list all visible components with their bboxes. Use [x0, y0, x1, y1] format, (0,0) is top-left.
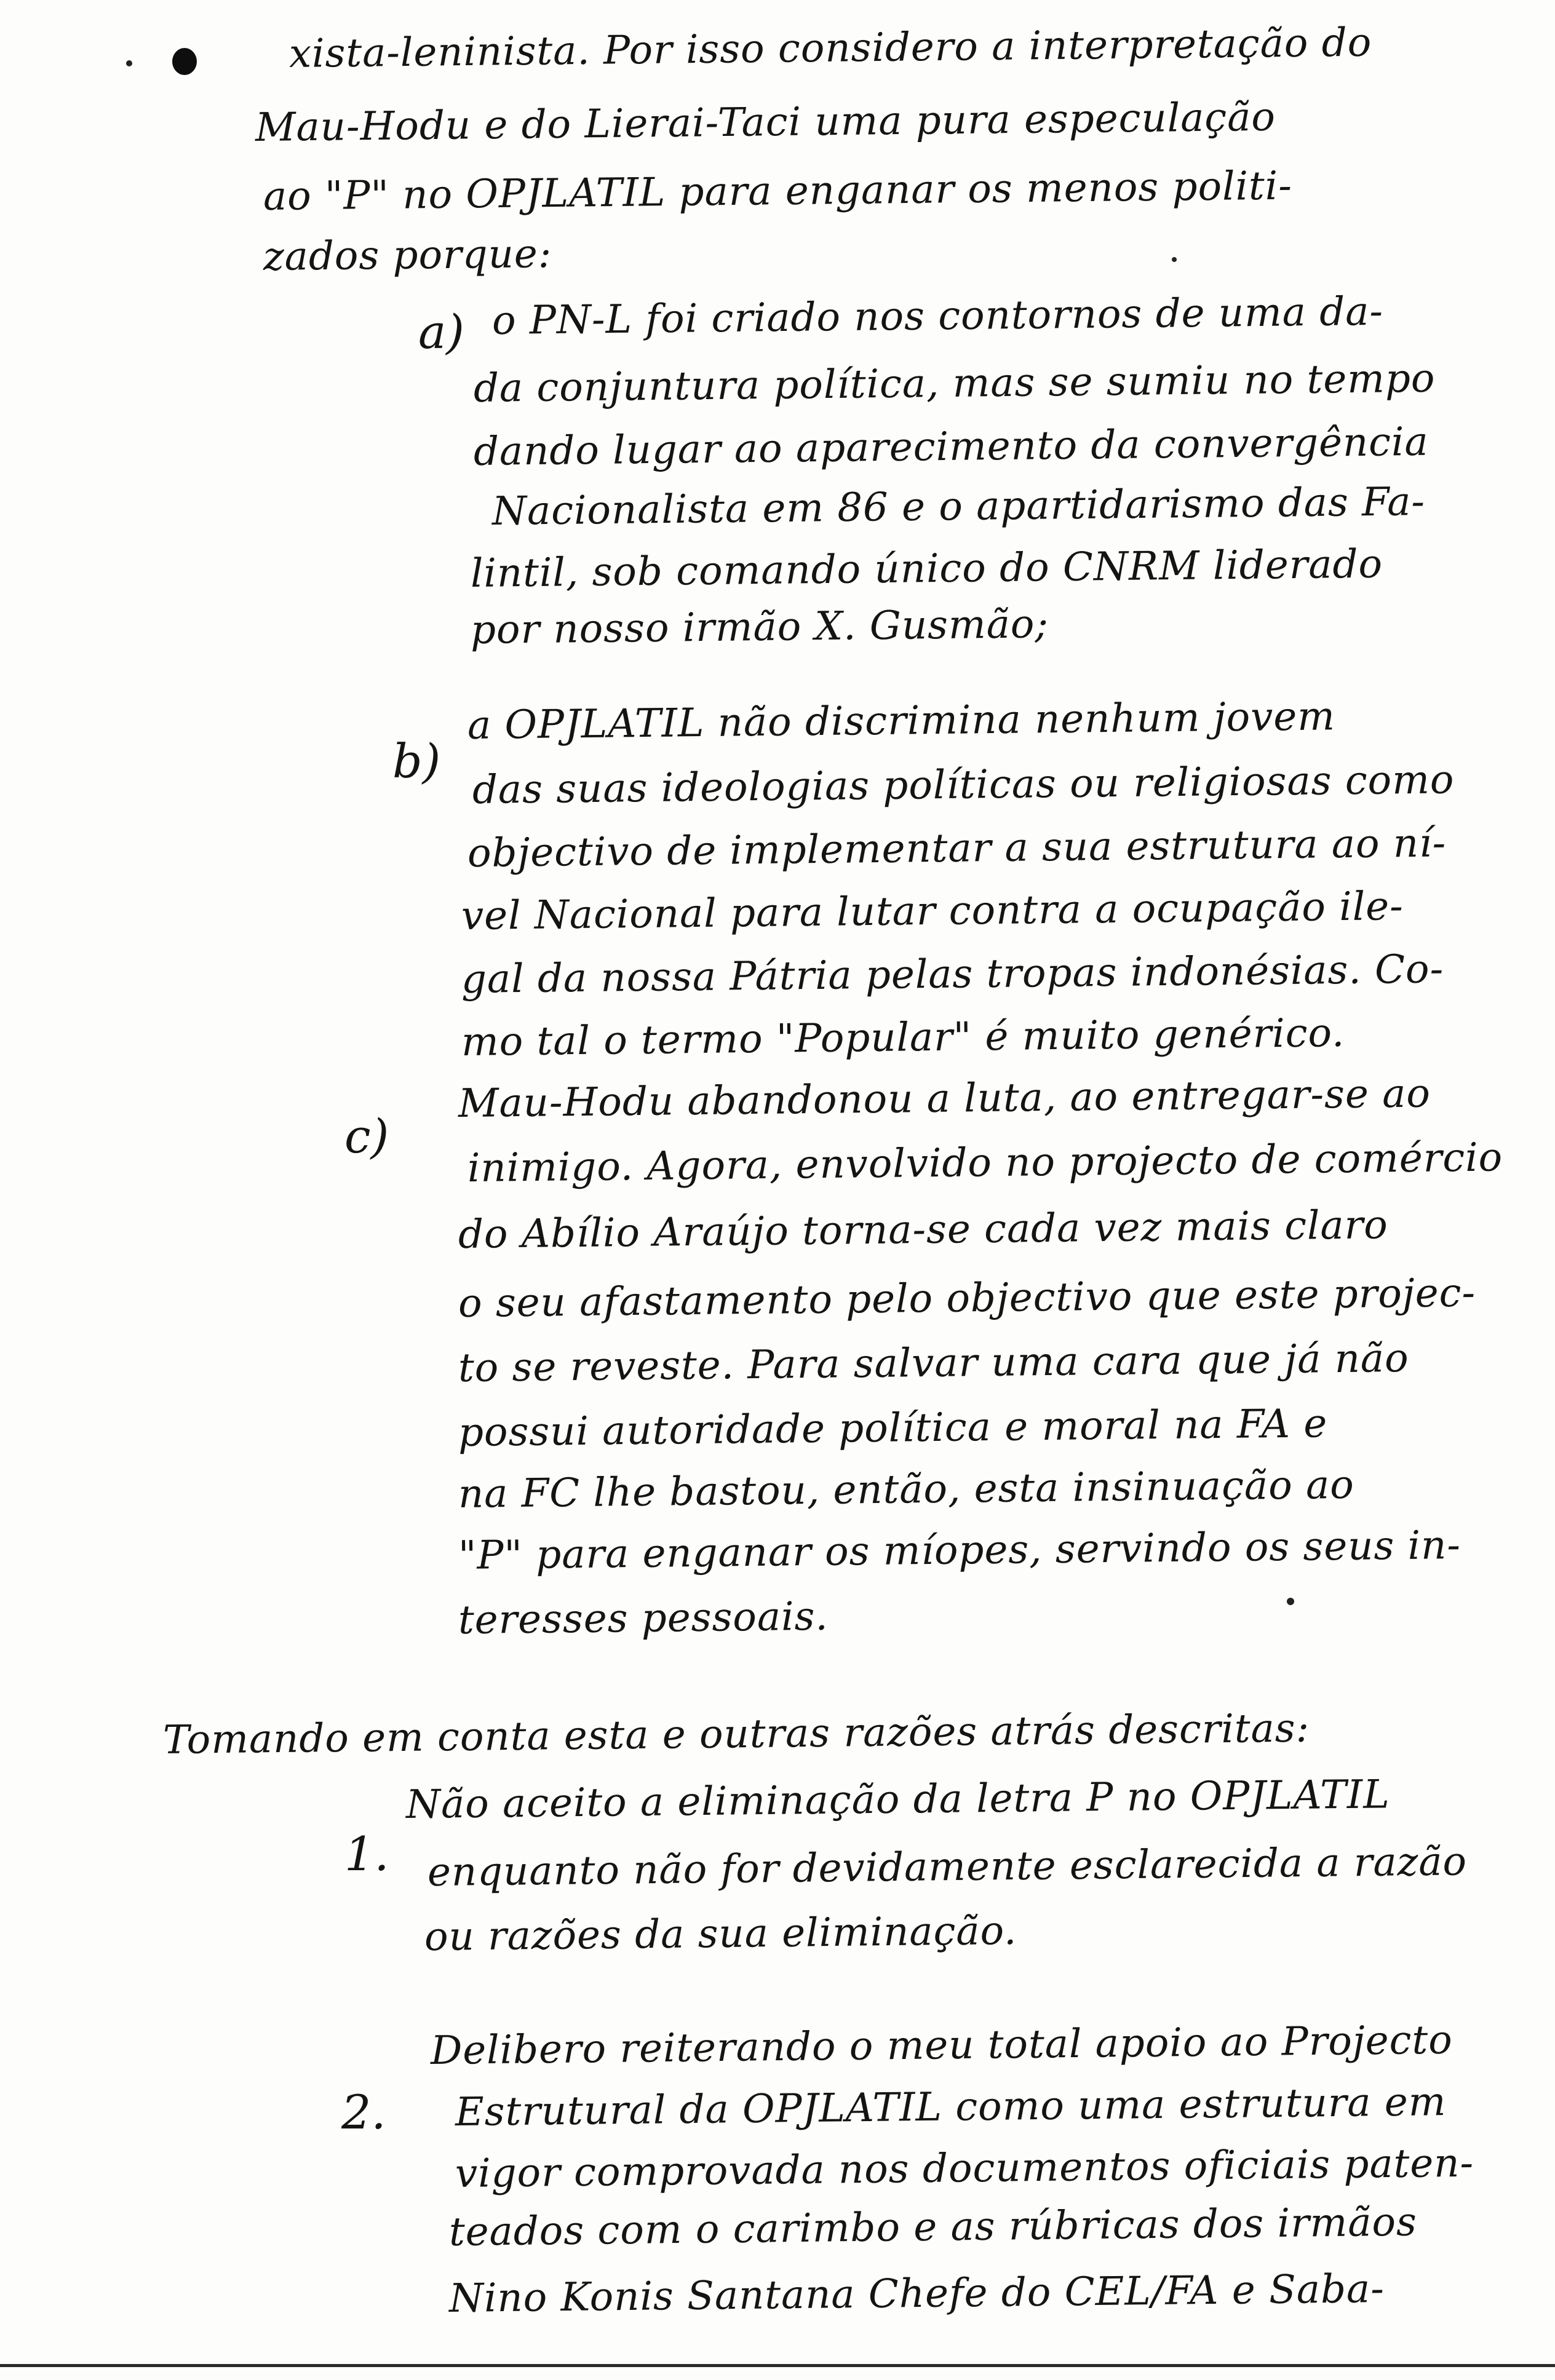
resolution-line: vigor comprovada nos documentos oficiais paten- [455, 2140, 1474, 2197]
resolution-label: 1. [344, 1827, 389, 1881]
intro-line: Mau-Hodu e do Lierai-Taci uma pura especulação [255, 94, 1276, 151]
point-line: o seu afastamento pelo objectivo que este projec- [458, 1270, 1476, 1327]
point-line: gal da nossa Pátria pelas tropas indonésias. Co- [461, 946, 1444, 1002]
resolution-line: Estrutural da OPJLATIL como uma estrutura em [455, 2079, 1447, 2135]
point-line: o PN-L foi criado nos contornos de uma da- [491, 288, 1384, 344]
point-line: objectivo de implementar a sua estrutura ao ní- [467, 820, 1447, 876]
resolution-line: Delibero reiterando o meu total apoio ao Projecto [430, 2017, 1454, 2074]
point-line: a OPJLATIL não discrimina nenhum jovem [467, 694, 1336, 748]
closing-intro: Tomando em conta esta e outras razões atrás descritas: [162, 1705, 1310, 1763]
point-line: Nacionalista em 86 e o apartidarismo das Fa- [491, 479, 1426, 534]
ink-speck [1172, 257, 1177, 262]
ink-speck [1287, 1598, 1294, 1605]
resolution-line: Não aceito a eliminação da letra P no OPJLATIL [405, 1772, 1390, 1828]
resolution-line: teados com o carimbo e as rúbricas dos irmãos [448, 2199, 1418, 2255]
scan-edge-line [0, 2364, 1555, 2367]
resolution-label: 2. [341, 2085, 386, 2140]
point-line: teresses pessoais. [458, 1593, 829, 1643]
point-line: inimigo. Agora, envolvido no projecto de comércio [467, 1135, 1503, 1191]
point-line: to se reveste. Para salvar uma cara que já não [458, 1335, 1409, 1391]
point-line: do Abílio Araújo torna-se cada vez mais claro [458, 1202, 1389, 1258]
intro-line: zados porque: [263, 231, 552, 280]
resolution-line: ou razões da sua eliminação. [424, 1908, 1017, 1960]
resolution-line: enquanto não for devidamente esclarecida a razão [427, 1839, 1468, 1895]
point-line: "P" para enganar os míopes, servindo os seus in- [458, 1522, 1462, 1579]
point-line: na FC lhe bastou, então, esta insinuação ao [458, 1462, 1355, 1517]
point-line: mo tal o termo "Popular" é muito genérico. [461, 1010, 1345, 1065]
point-line: Mau-Hodu abandonou a luta, ao entregar-se ao [458, 1071, 1431, 1127]
point-label: b) [392, 734, 441, 788]
point-line: possui autoridade política e moral na FA e [458, 1401, 1328, 1456]
point-line: das suas ideologias políticas ou religiosas como [472, 757, 1455, 813]
intro-line: ao "P" no OPJLATIL para enganar os menos politi- [263, 163, 1293, 220]
point-label: a) [418, 304, 464, 359]
point-line: da conjuntura política, mas se sumiu no tempo [473, 355, 1436, 411]
point-line: vel Nacional para lutar contra a ocupação ile- [461, 883, 1404, 939]
bullet-mark [172, 48, 197, 75]
point-line: por nosso irmão X. Gusmão; [470, 601, 1049, 653]
point-line: dando lugar ao aparecimento da convergência [473, 419, 1429, 475]
point-line: lintil, sob comando único do CNRM liderado [470, 541, 1383, 597]
resolution-line: Nino Konis Santana Chefe do CEL/FA e Saba- [448, 2266, 1385, 2322]
intro-line: xista-leninista. Por isso considero a interpretação do [288, 20, 1372, 77]
point-label: c) [344, 1109, 389, 1164]
ink-speck [126, 60, 132, 66]
